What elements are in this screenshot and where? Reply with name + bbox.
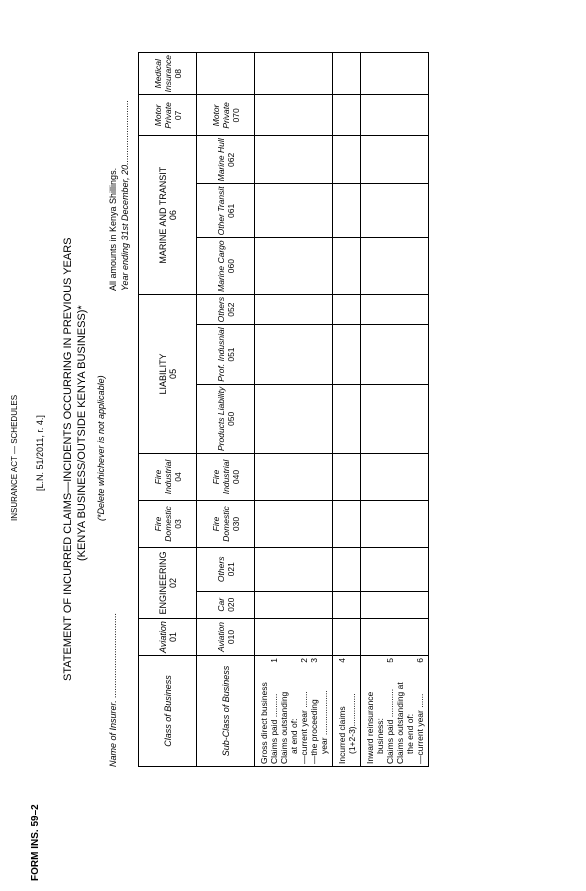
class-medical-insurance: Medical Insurance 08: [139, 53, 197, 95]
subclass-080: [197, 53, 255, 95]
year-ending: Year ending 31st December, 20..........................: [120, 99, 130, 291]
subclass-070: Motor Private 070: [197, 95, 255, 136]
subclass-030: Fire Domestic 030: [197, 501, 255, 548]
subclass-051: Prof. Indusnial 051: [197, 325, 255, 384]
row-gross-direct: Gross direct business Claims paid .......... 1 Claims outstanding at end of: —current year ....... 2 —the proceeding 3 year ...................: [255, 656, 333, 767]
class-motor-private: Motor Private 07: [139, 95, 197, 136]
class-engineering: ENGINEERING 02: [139, 548, 197, 619]
subclass-061: Other Transit 061: [197, 184, 255, 238]
class-of-business-header: Class of Business: [139, 656, 197, 767]
delete-note: (*Delete whichever is not applicable): [96, 375, 106, 521]
class-aviation: Aviation 01: [139, 619, 197, 656]
name-of-insurer: Name of Insurer. ..................................: [108, 612, 118, 767]
class-liability: LIABILITY 05: [139, 294, 197, 453]
subclass-040: Fire Industrial 040: [197, 454, 255, 501]
subclass-062: Marine Hull 062: [197, 136, 255, 184]
subclass-020: Car 020: [197, 591, 255, 618]
amounts-note: All amounts in Kenya Shillings.: [108, 167, 118, 291]
class-marine-transit: MARINE AND TRANSIT 06: [139, 136, 197, 294]
subclass-052: Others 052: [197, 294, 255, 325]
class-fire-domestic: Fire Domestic 03: [139, 501, 197, 548]
subclass-010: Aviation 010: [197, 619, 255, 656]
row-incurred-claims: Incurred claims 4 (1+2-3)..............: [333, 656, 361, 767]
claims-table: [138, 52, 429, 767]
running-head: INSURANCE ACT — SCHEDULES: [10, 394, 19, 521]
subclass-021: Others 021: [197, 548, 255, 592]
class-fire-industrial: Fire Industrial 04: [139, 454, 197, 501]
form-subtitle: (KENYA BUSINESS/OUTSIDE KENYA BUSINESS)*: [76, 305, 88, 561]
form-number: FORM INS. 59–2: [30, 804, 41, 881]
form-title: STATEMENT OF INCURRED CLAIMS—INCIDENTS OCCURRING IN PREVIOUS YEARS: [62, 237, 74, 681]
row-inward-reinsurance: Inward reinsurance business: Claims paid ............ 5 Claims outstanding at the end of: —current year ...... 6: [361, 656, 429, 767]
subclass-header: Sub-Class of Business: [197, 656, 255, 767]
subclass-050: Products Liability 050: [197, 384, 255, 453]
legal-notice: [L.N. 51/2011, r. 4.]: [35, 415, 45, 491]
subclass-060: Marine Cargo 060: [197, 238, 255, 295]
